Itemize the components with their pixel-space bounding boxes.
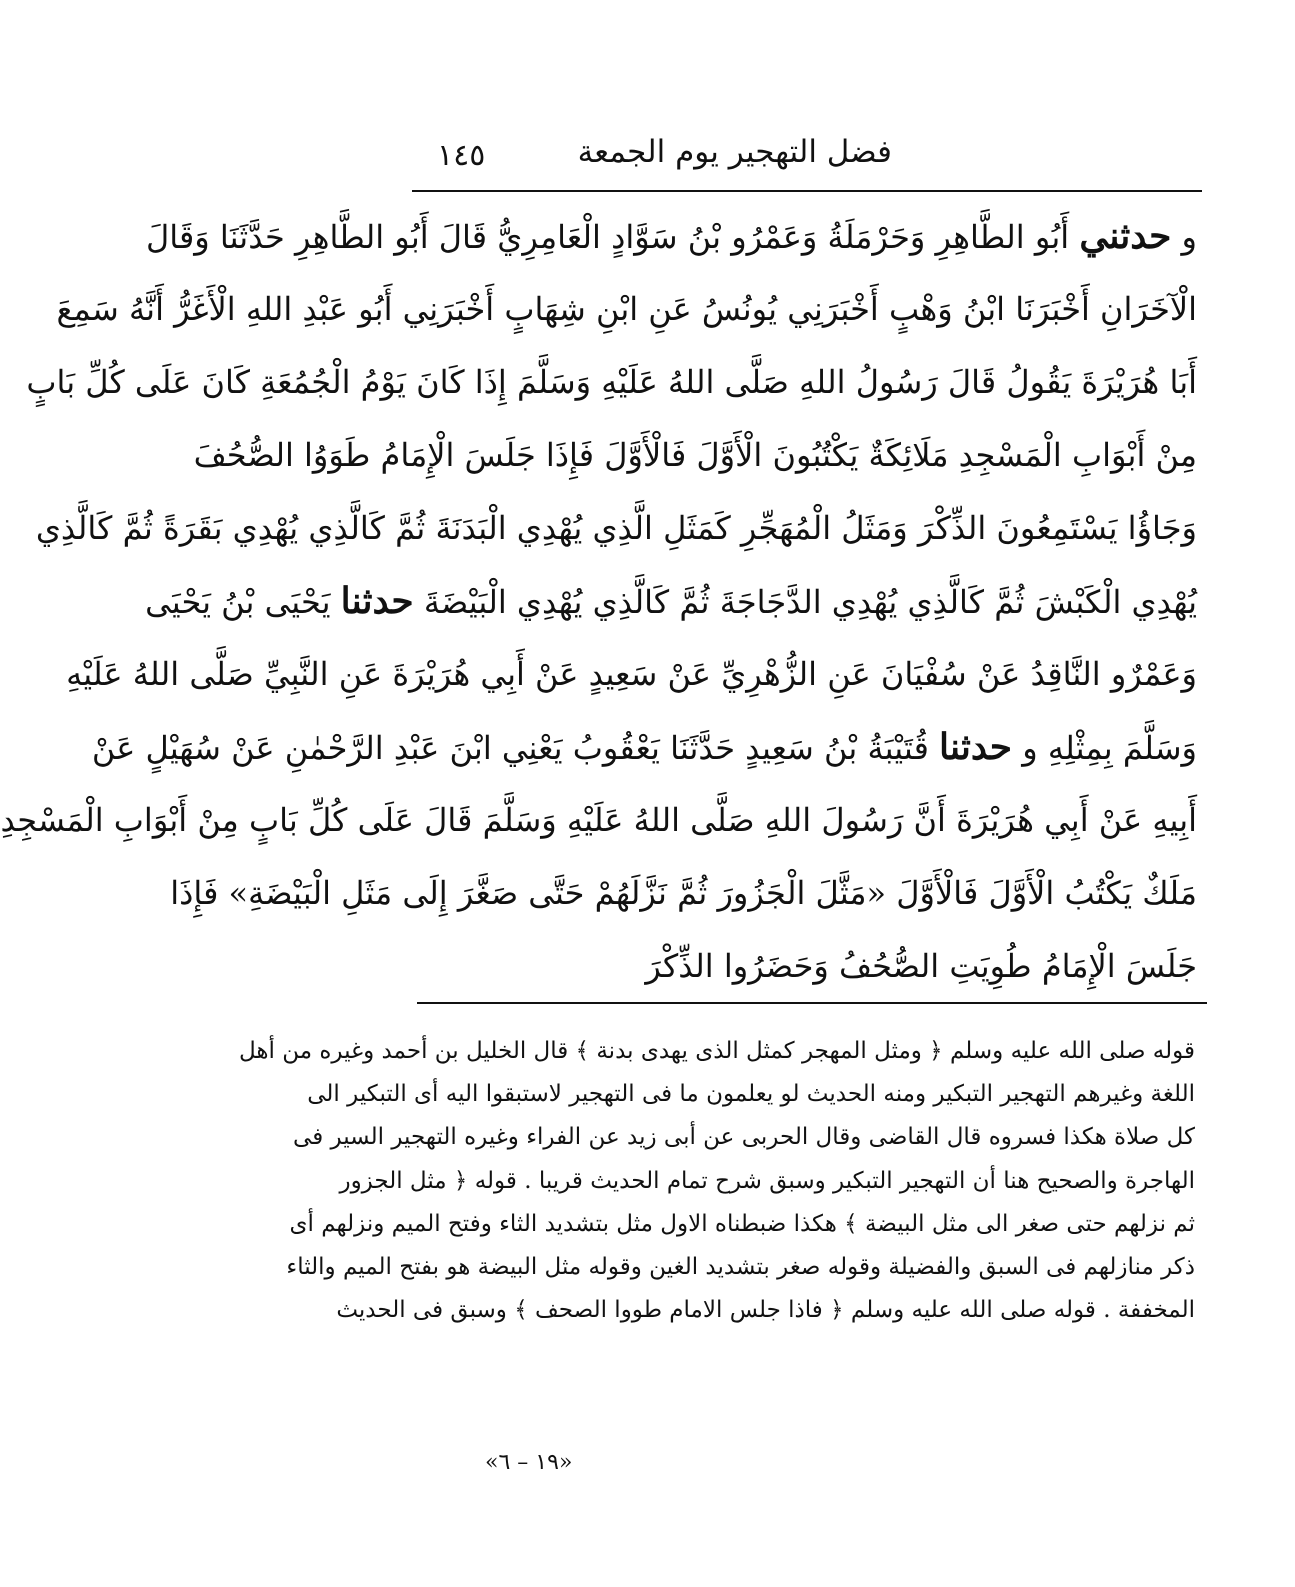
- commentary-line: كل صلاة هكذا فسروه قال القاضى وقال الحربى عن أبى زيد عن الفراء وغيره التهجير السير فى: [293, 1124, 1195, 1151]
- text-line: [193, 419, 1197, 492]
- text-line: [66, 638, 1197, 711]
- running-header: [429, 128, 1192, 184]
- commentary-line: اللغة وغيرهم التهجير التبكير ومنه الحديث لو يعلمون ما فى التهجير لاستبقوا اليه أى التبكير الى: [307, 1081, 1195, 1108]
- page-number: ١٤٥: [437, 138, 486, 173]
- text-segment: مَلَكٌ يَكْتُبُ الْأَوَّلَ فَالْأَوَّلَ «مَثَّلَ الْجَزُورَ ثُمَّ نَزَّلَهُمْ حَتَّى صَغَّرَ إِلَى مَثَلِ الْبَيْضَةِ» فَإِذَا: [170, 874, 1197, 912]
- text-segment: و: [1171, 218, 1197, 256]
- commentary-line: ذكر منازلهم فى السبق والفضيلة وقوله صغر بتشديد الغين وقوله مثل البيضة هو بفتح الميم والثاء: [286, 1253, 1195, 1280]
- narration-keyword: حدثني: [1079, 215, 1172, 257]
- commentary-line: قوله صلى الله عليه وسلم ﴿ ومثل المهجر كمثل الذى يهدى بدنة ﴾ قال الخليل بن أحمد وغيره من أهل: [238, 1038, 1195, 1064]
- text-line: [145, 565, 1197, 638]
- text-segment: أَبِيهِ عَنْ أَبِي هُرَيْرَةَ أَنَّ رَسُولَ اللهِ صَلَّى اللهُ عَلَيْهِ وَسَلَّمَ قَالَ عَلَى كُلِّ بَابٍ مِنْ أَبْوَابِ الْمَسْجِدِ: [0, 801, 1197, 839]
- text-segment: أَبَا هُرَيْرَةَ يَقُولُ قَالَ رَسُولُ اللهِ صَلَّى اللهُ عَلَيْهِ وَسَلَّمَ إِذَا كَانَ يَوْمُ الْجُمُعَةِ كَانَ عَلَى كُلِّ بَابٍ: [26, 363, 1197, 401]
- text-segment: جَلَسَ الْإِمَامُ طُوِيَتِ الصُّحُفُ وَحَضَرُوا الذِّكْرَ: [645, 947, 1197, 985]
- chapter-title: فضل التهجير يوم الجمعة: [577, 134, 892, 170]
- header-divider: [412, 190, 1202, 192]
- text-line: [26, 346, 1197, 419]
- footnote-divider: [417, 1002, 1207, 1004]
- text-line: [145, 200, 1197, 273]
- text-segment: قُتَيْبَةُ بْنُ سَعِيدٍ حَدَّثَنَا يَعْقُوبُ يَعْنِي ابْنَ عَبْدِ الرَّحْمٰنِ عَنْ سُهَيْلٍ عَنْ: [91, 729, 940, 767]
- text-segment: وَعَمْرٌو النَّاقِدُ عَنْ سُفْيَانَ عَنِ الزُّهْرِيِّ عَنْ سَعِيدٍ عَنْ أَبِي هُرَيْرَةَ عَنِ النَّبِيِّ صَلَّى اللهُ عَلَيْهِ: [66, 655, 1197, 693]
- text-segment: مِنْ أَبْوَابِ الْمَسْجِدِ مَلَائِكَةٌ يَكْتُبُونَ الْأَوَّلَ فَالْأَوَّلَ فَإِذَا جَلَسَ الْإِمَامُ طَوَوُا الصُّحُفَ: [193, 436, 1197, 474]
- hadith-text: [0, 200, 1197, 1003]
- text-segment: أَبُو الطَّاهِرِ وَحَرْمَلَةُ وَعَمْرُو بْنُ سَوَّادٍ الْعَامِرِيُّ قَالَ أَبُو الطَّاهِرِ حَدَّثَنَا وَقَالَ: [145, 218, 1080, 256]
- text-line: [170, 857, 1197, 930]
- narration-keyword: حدثنا: [939, 726, 1013, 768]
- signature-marker: «١٩ – ٦»: [485, 1450, 573, 1475]
- text-segment: وَجَاؤُا يَسْتَمِعُونَ الذِّكْرَ وَمَثَلُ الْمُهَجِّرِ كَمَثَلِ الَّذِي يُهْدِي الْبَدَنَةَ ثُمَّ كَالَّذِي يُهْدِي بَقَرَةً ثُمَّ كَالَّذِي: [35, 509, 1197, 547]
- text-line: [0, 784, 1197, 857]
- commentary-text: [238, 1030, 1195, 1332]
- text-segment: الْآخَرَانِ أَخْبَرَنَا ابْنُ وَهْبٍ أَخْبَرَنِي يُونُسُ عَنِ ابْنِ شِهَابٍ أَخْبَرَنِي أَبُو عَبْدِ اللهِ الْأَغَرُّ أَنَّهُ سَمِعَ: [56, 290, 1197, 328]
- commentary-line: ثم نزلهم حتى صغر الى مثل البيضة ﴾ هكذا ضبطناه الاول مثل بتشديد الثاء وفتح الميم ونزلهم أى: [289, 1210, 1195, 1237]
- commentary-line: المخففة . قوله صلى الله عليه وسلم ﴿ فاذا جلس الامام طووا الصحف ﴾ وسبق فى الحديث: [336, 1297, 1195, 1324]
- commentary-line: الهاجرة والصحيح هنا أن التهجير التبكير وسبق شرح تمام الحديث قريبا . قوله ﴿ مثل الجزور: [339, 1167, 1195, 1194]
- text-line: [35, 492, 1197, 565]
- text-segment: يَحْيَى بْنُ يَحْيَى: [145, 583, 341, 621]
- text-line: [407, 930, 1197, 1003]
- narration-keyword: حدثنا: [340, 580, 414, 622]
- text-line: [56, 273, 1197, 346]
- text-segment: يُهْدِي الْكَبْشَ ثُمَّ كَالَّذِي يُهْدِي الدَّجَاجَةَ ثُمَّ كَالَّذِي يُهْدِي الْبَيْضَةَ: [413, 583, 1197, 621]
- text-segment: وَسَلَّمَ بِمِثْلِهِ و: [1012, 729, 1197, 767]
- text-line: [91, 711, 1197, 784]
